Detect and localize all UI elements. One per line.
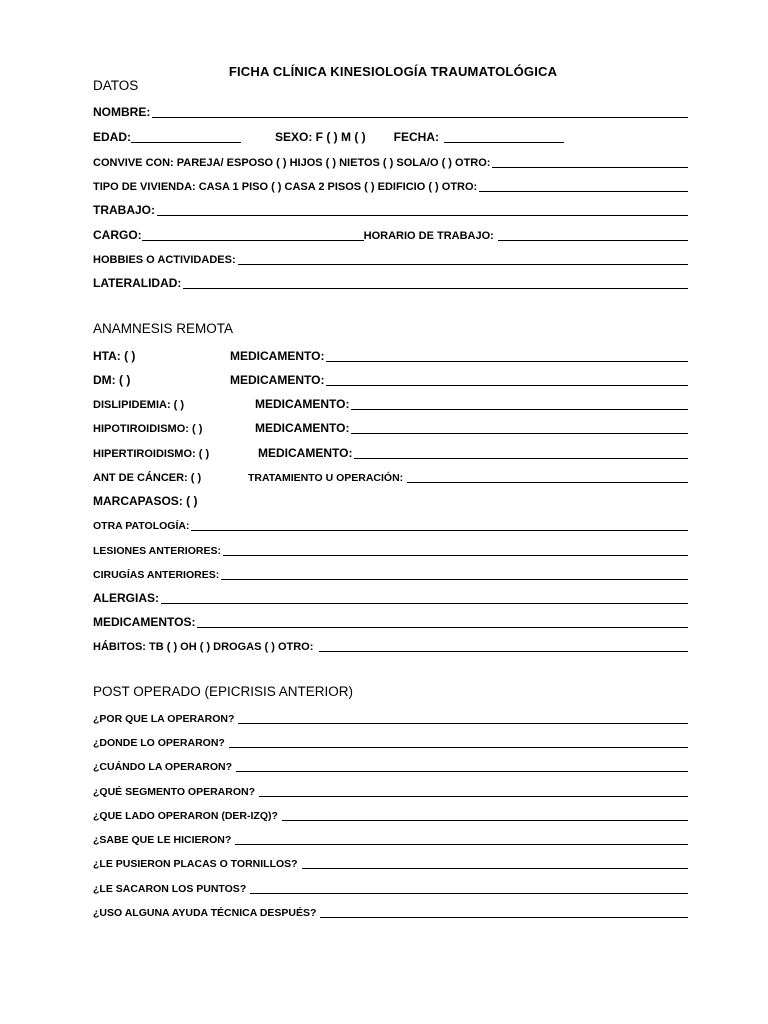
post-q3-row <box>93 755 688 773</box>
hipertiroidismo-label: HIPERTIROIDISMO: ( ) <box>93 448 210 460</box>
post-q2-label: ¿DONDE LO OPERARON? <box>93 737 225 749</box>
lesiones-label: LESIONES ANTERIORES: <box>93 545 221 557</box>
marcapasos-label: MARCAPASOS: ( ) <box>93 494 198 508</box>
post-q1-row <box>93 707 688 725</box>
convive-field[interactable] <box>492 155 688 168</box>
post-q5-row <box>93 804 688 822</box>
nombre-label: NOMBRE: <box>93 105 151 119</box>
post-q6-row <box>93 828 688 846</box>
cirugias-field[interactable] <box>221 567 688 580</box>
otra-patologia-label: OTRA PATOLOGÍA: <box>93 520 190 532</box>
hobbies-row <box>93 248 688 266</box>
medicamentos-label: MEDICAMENTOS: <box>93 615 196 629</box>
vivienda-label: TIPO DE VIVIENDA: CASA 1 PISO ( ) CASA 2 PISOS ( ) EDIFICIO ( ) OTRO: <box>93 181 478 193</box>
vivienda-row <box>93 175 688 193</box>
post-q6-label: ¿SABE QUE LE HICIERON? <box>93 834 232 846</box>
post-q1-label: ¿POR QUE LA OPERARON? <box>93 713 235 725</box>
hta-row <box>93 345 688 363</box>
form-title: FICHA CLÍNICA KINESIOLOGÍA TRAUMATOLÓGICA <box>228 64 558 79</box>
lateralidad-field[interactable] <box>183 276 688 289</box>
post-q1-field[interactable] <box>238 711 688 724</box>
post-q8-label: ¿LE SACARON LOS PUNTOS? <box>93 883 247 895</box>
convive-row <box>93 151 688 169</box>
medicamentos-row <box>93 611 688 629</box>
nombre-row <box>93 101 688 119</box>
habitos-label: HÁBITOS: TB ( ) OH ( ) DROGAS ( ) OTRO: <box>93 641 314 653</box>
post-q4-field[interactable] <box>259 784 688 797</box>
fecha-field[interactable] <box>444 130 564 143</box>
hta-medicamento-field[interactable] <box>326 349 688 362</box>
cancer-row <box>93 466 688 484</box>
dm-label: DM: ( ) <box>93 373 131 387</box>
post-q7-label: ¿LE PUSIERON PLACAS O TORNILLOS? <box>93 858 298 870</box>
lesiones-field[interactable] <box>223 543 688 556</box>
hta-label: HTA: ( ) <box>93 349 136 363</box>
cirugias-label: CIRUGÍAS ANTERIORES: <box>93 569 220 581</box>
section-datos: DATOS <box>93 78 139 93</box>
alergias-label: ALERGIAS: <box>93 591 159 605</box>
horario-field[interactable] <box>498 228 688 241</box>
alergias-row <box>93 587 688 605</box>
post-q4-label: ¿QUÉ SEGMENTO OPERARON? <box>93 786 255 798</box>
dislipidemia-label: DISLIPIDEMIA: ( ) <box>93 399 185 411</box>
vivienda-field[interactable] <box>479 179 688 192</box>
hipertiroidismo-medicamento-field[interactable] <box>354 446 688 459</box>
dm-row <box>93 369 688 387</box>
lesiones-row <box>93 539 688 557</box>
post-q5-field[interactable] <box>282 808 688 821</box>
post-q4-row <box>93 780 688 798</box>
hipotiroidismo-medicamento-field[interactable] <box>351 421 688 434</box>
convive-label: CONVIVE CON: PAREJA/ ESPOSO ( ) HIJOS ( ) NIETOS ( ) SOLA/O ( ) OTRO: <box>93 157 491 169</box>
trabajo-field[interactable] <box>157 203 688 216</box>
hta-medicamento-label: MEDICAMENTO: <box>230 349 325 363</box>
section-post-operado: POST OPERADO (EPICRISIS ANTERIOR) <box>93 684 354 699</box>
cargo-row <box>93 224 688 242</box>
post-q3-label: ¿CUÁNDO LA OPERARON? <box>93 761 233 773</box>
cancer-label: ANT DE CÁNCER: ( ) <box>93 472 202 484</box>
tratamiento-label: TRATAMIENTO U OPERACIÓN: <box>248 472 404 484</box>
cirugias-row <box>93 563 688 581</box>
post-q5-label: ¿QUE LADO OPERARON (DER-IZQ)? <box>93 810 278 822</box>
hobbies-field[interactable] <box>238 252 688 265</box>
dm-medicamento-label: MEDICAMENTO: <box>230 373 325 387</box>
otra-patologia-row <box>93 514 688 532</box>
post-q8-field[interactable] <box>250 881 688 894</box>
otra-patologia-field[interactable] <box>191 518 688 531</box>
hipotiroidismo-medicamento-label: MEDICAMENTO: <box>255 421 350 435</box>
marcapasos-row <box>93 490 688 508</box>
post-q9-row <box>93 901 688 919</box>
edad-field[interactable] <box>131 130 241 143</box>
edad-label: EDAD: <box>93 130 131 144</box>
post-q2-row <box>93 731 688 749</box>
post-q3-field[interactable] <box>236 759 688 772</box>
edad-sexo-fecha-row <box>93 126 688 144</box>
lateralidad-label: LATERALIDAD: <box>93 276 182 290</box>
section-anamnesis: ANAMNESIS REMOTA <box>93 321 234 336</box>
hipertiroidismo-medicamento-label: MEDICAMENTO: <box>258 446 353 460</box>
post-q7-row <box>93 852 688 870</box>
hipotiroidismo-row <box>93 417 688 435</box>
tratamiento-field[interactable] <box>407 470 688 483</box>
post-q7-field[interactable] <box>302 856 688 869</box>
post-q6-field[interactable] <box>235 832 688 845</box>
dislipidemia-medicamento-field[interactable] <box>351 397 688 410</box>
habitos-row <box>93 635 688 653</box>
hipertiroidismo-row <box>93 442 688 460</box>
dislipidemia-medicamento-label: MEDICAMENTO: <box>255 397 350 411</box>
habitos-field[interactable] <box>319 639 688 652</box>
medicamentos-field[interactable] <box>197 615 688 628</box>
hobbies-label: HOBBIES O ACTIVIDADES: <box>93 254 236 266</box>
post-q9-field[interactable] <box>320 905 688 918</box>
horario-label: HORARIO DE TRABAJO: <box>363 230 494 242</box>
hipotiroidismo-label: HIPOTIROIDISMO: ( ) <box>93 423 203 435</box>
cargo-label: CARGO: <box>93 228 142 242</box>
nombre-field[interactable] <box>152 105 688 118</box>
sexo-label: SEXO: F ( ) M ( ) <box>275 130 366 144</box>
fecha-label: FECHA: <box>393 130 439 144</box>
trabajo-label: TRABAJO: <box>93 203 155 217</box>
alergias-field[interactable] <box>161 591 688 604</box>
post-q2-field[interactable] <box>229 735 688 748</box>
post-q8-row <box>93 877 688 895</box>
lateralidad-row <box>93 272 688 290</box>
dm-medicamento-field[interactable] <box>326 373 688 386</box>
post-q9-label: ¿USO ALGUNA AYUDA TÉCNICA DESPUÉS? <box>93 907 317 919</box>
cargo-field[interactable] <box>142 228 364 241</box>
dislipidemia-row <box>93 393 688 411</box>
trabajo-row <box>93 199 688 217</box>
